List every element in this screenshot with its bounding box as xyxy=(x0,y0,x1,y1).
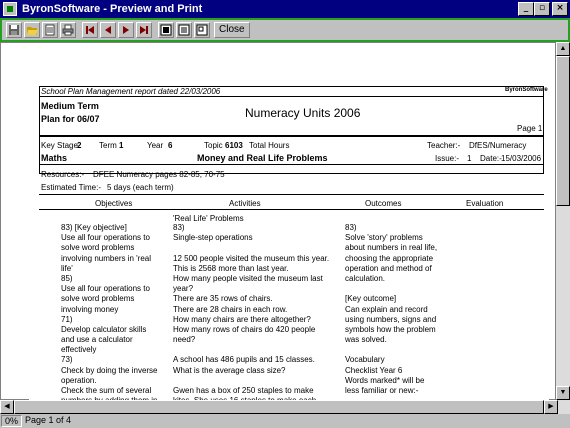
title-bar xyxy=(0,0,570,18)
print-button[interactable] xyxy=(60,22,76,38)
zoom-button[interactable] xyxy=(194,22,210,38)
zoom-status: 0% xyxy=(1,415,22,427)
column-header-evaluation: Evaluation xyxy=(466,199,504,208)
horizontal-scrollbar[interactable] xyxy=(0,400,570,414)
divider xyxy=(39,164,544,165)
activity-line: There are 35 rows of chairs. xyxy=(173,294,273,304)
vertical-scroll-thumb[interactable] xyxy=(556,56,570,206)
save-icon xyxy=(8,24,20,36)
activity-line: What is the average class size? xyxy=(173,365,286,375)
objective-line: 83) [Key objective] xyxy=(61,223,127,232)
key-stage-value: 2 xyxy=(77,141,82,150)
outcome-line: operation and method of xyxy=(345,263,432,273)
brand-logo: ByronSoftware xyxy=(505,87,548,93)
minimize-button[interactable]: _ xyxy=(518,2,534,16)
objective-line: operation. xyxy=(61,375,97,385)
term-value: 1 xyxy=(119,141,124,150)
scroll-right-button[interactable]: ▶ xyxy=(544,400,558,414)
last-page-button[interactable] xyxy=(136,22,152,38)
activity-line: Gwen has a box of 250 staples to make xyxy=(173,386,314,395)
activity-line xyxy=(173,345,329,355)
objective-line: Check by doing the inverse xyxy=(61,365,158,375)
vertical-scrollbar[interactable] xyxy=(556,42,570,400)
outcome-line: 83) xyxy=(345,223,357,232)
zoom-icon xyxy=(196,24,208,36)
outcome-line: Can explain and record xyxy=(345,304,428,314)
scroll-left-button[interactable]: ◀ xyxy=(0,400,14,414)
document-icon xyxy=(44,24,56,36)
subject: Maths xyxy=(41,153,68,163)
close-preview-button[interactable]: Close xyxy=(214,22,250,38)
first-page-icon xyxy=(84,24,96,36)
close-window-button[interactable]: × xyxy=(552,2,568,16)
outcome-line: Solve 'story' problems xyxy=(345,233,423,243)
estimated-time-label: Estimated Time:- xyxy=(41,183,102,192)
page-number: Page 1 xyxy=(517,124,543,133)
outcome-line: symbols how the problem xyxy=(345,324,436,334)
objective-line: 85) xyxy=(61,273,73,283)
objective-line: involving numbers in 'real xyxy=(61,253,152,263)
objective-line: involving money xyxy=(61,304,119,314)
year-value: 6 xyxy=(168,141,173,150)
outcome-line xyxy=(345,345,437,355)
next-icon xyxy=(120,24,132,36)
open-button[interactable] xyxy=(24,22,40,38)
divider xyxy=(39,194,544,195)
objective-line: solve word problems xyxy=(61,294,135,304)
objective-line: Use all four operations to xyxy=(61,233,150,243)
report-dated-line: School Plan Management report dated 22/03/2006 xyxy=(41,87,221,96)
topic-label: Topic xyxy=(204,141,223,150)
term-label: Term xyxy=(99,141,117,150)
divider xyxy=(39,96,544,97)
term-line-2: Plan for 06/07 xyxy=(41,114,100,124)
report-title: Numeracy Units 2006 xyxy=(245,106,361,120)
outcome-line: [Key outcome] xyxy=(345,294,397,304)
activity-line: There are 28 chairs in each row. xyxy=(173,304,288,314)
column-header-outcomes: Outcomes xyxy=(365,199,402,208)
teacher-value: DfES/Numeracy xyxy=(469,141,527,150)
term-line-1: Medium Term xyxy=(41,101,99,111)
objective-line: solve word problems xyxy=(61,243,135,253)
scroll-up-button[interactable]: ▲ xyxy=(556,42,570,56)
save-button[interactable] xyxy=(6,22,22,38)
activities-column xyxy=(173,223,329,406)
scroll-down-button[interactable]: ▼ xyxy=(556,386,570,400)
column-header-objectives: Objectives xyxy=(95,199,133,208)
year-label: Year xyxy=(147,141,164,150)
page-status: Page 1 of 4 xyxy=(25,415,72,425)
outcome-line: less familiar or new:- xyxy=(345,386,419,395)
folder-open-icon xyxy=(26,24,38,36)
outcome-line: choosing the appropriate xyxy=(345,253,434,263)
issue-value: 1 xyxy=(467,154,472,163)
objectives-column xyxy=(61,223,158,406)
activity-line: 12 500 people visited the museum this year. xyxy=(173,253,330,263)
toolbar xyxy=(0,18,570,42)
activity-line: year? xyxy=(173,284,194,294)
outcome-line: Vocabulary xyxy=(345,355,385,365)
objective-line: life' xyxy=(61,263,73,273)
first-page-button[interactable] xyxy=(82,22,98,38)
objective-line: effectively xyxy=(61,345,97,355)
objective-line: Use all four operations to xyxy=(61,284,150,294)
export-button[interactable] xyxy=(42,22,58,38)
outcome-line: using numbers, signs and xyxy=(345,314,437,324)
activity-line: A school has 486 pupils and 15 classes. xyxy=(173,355,315,365)
teacher-label: Teacher:- xyxy=(427,141,461,150)
outcome-line: Checklist Year 6 xyxy=(345,365,403,375)
objective-line: and use a calculator xyxy=(61,335,133,345)
resources-value: DFEE Numeracy pages 82-85, 70-75 xyxy=(93,170,225,179)
whole-page-icon xyxy=(160,24,172,36)
outcome-line: Words marked* will be xyxy=(345,375,425,385)
activities-heading: 'Real Life' Problems xyxy=(173,214,244,223)
next-page-button[interactable] xyxy=(118,22,134,38)
activity-line xyxy=(173,243,329,253)
previous-page-button[interactable] xyxy=(100,22,116,38)
outcome-line: was solved. xyxy=(345,335,387,345)
resources-label: Resources:- xyxy=(41,170,85,179)
activity-line: need? xyxy=(173,335,196,345)
estimated-time-value: 5 days (each term) xyxy=(107,183,174,192)
outcomes-column xyxy=(345,223,437,406)
activity-line: How many chairs are there altogether? xyxy=(173,314,311,324)
restore-button[interactable]: ▫ xyxy=(534,2,550,16)
outcome-line: calculation. xyxy=(345,273,386,283)
divider xyxy=(39,135,544,137)
date-value: 15/03/2006 xyxy=(501,154,542,163)
printer-icon xyxy=(62,24,74,36)
total-hours-label: Total Hours xyxy=(249,141,290,150)
page-width-button[interactable] xyxy=(176,22,192,38)
preview-area[interactable] xyxy=(0,42,556,400)
divider xyxy=(39,209,544,210)
activity-line: How many rows of chairs do 420 people xyxy=(173,324,316,334)
last-page-icon xyxy=(138,24,150,36)
unit-title: Money and Real Life Problems xyxy=(197,153,328,163)
app-icon[interactable] xyxy=(3,2,17,16)
outcome-line xyxy=(345,284,437,294)
activity-line: 83) xyxy=(173,223,185,232)
activity-line xyxy=(173,376,329,386)
activity-line: How many people visited the museum last xyxy=(173,273,323,283)
key-stage-label: Key Stage xyxy=(41,141,78,150)
activity-line: This is 2568 more than last year. xyxy=(173,263,289,273)
whole-page-button[interactable] xyxy=(158,22,174,38)
window-title: ByronSoftware - Preview and Print xyxy=(22,3,203,15)
report-page xyxy=(29,81,549,411)
status-bar xyxy=(0,414,570,428)
column-header-activities: Activities xyxy=(229,199,261,208)
activity-line: Single-step operations xyxy=(173,233,253,243)
objective-line: 73) xyxy=(61,355,73,365)
issue-label: Issue:- xyxy=(435,154,460,163)
date-label: Date:- xyxy=(480,154,502,163)
page-width-icon xyxy=(178,24,190,36)
objective-line: Check the sum of several xyxy=(61,386,152,395)
previous-icon xyxy=(102,24,114,36)
outcome-line: about numbers in real life, xyxy=(345,243,438,253)
horizontal-scroll-thumb[interactable] xyxy=(14,400,544,414)
objective-line: Develop calculator skills xyxy=(61,324,147,334)
topic-value: 6103 xyxy=(225,141,243,150)
objective-line: 71) xyxy=(61,314,73,324)
